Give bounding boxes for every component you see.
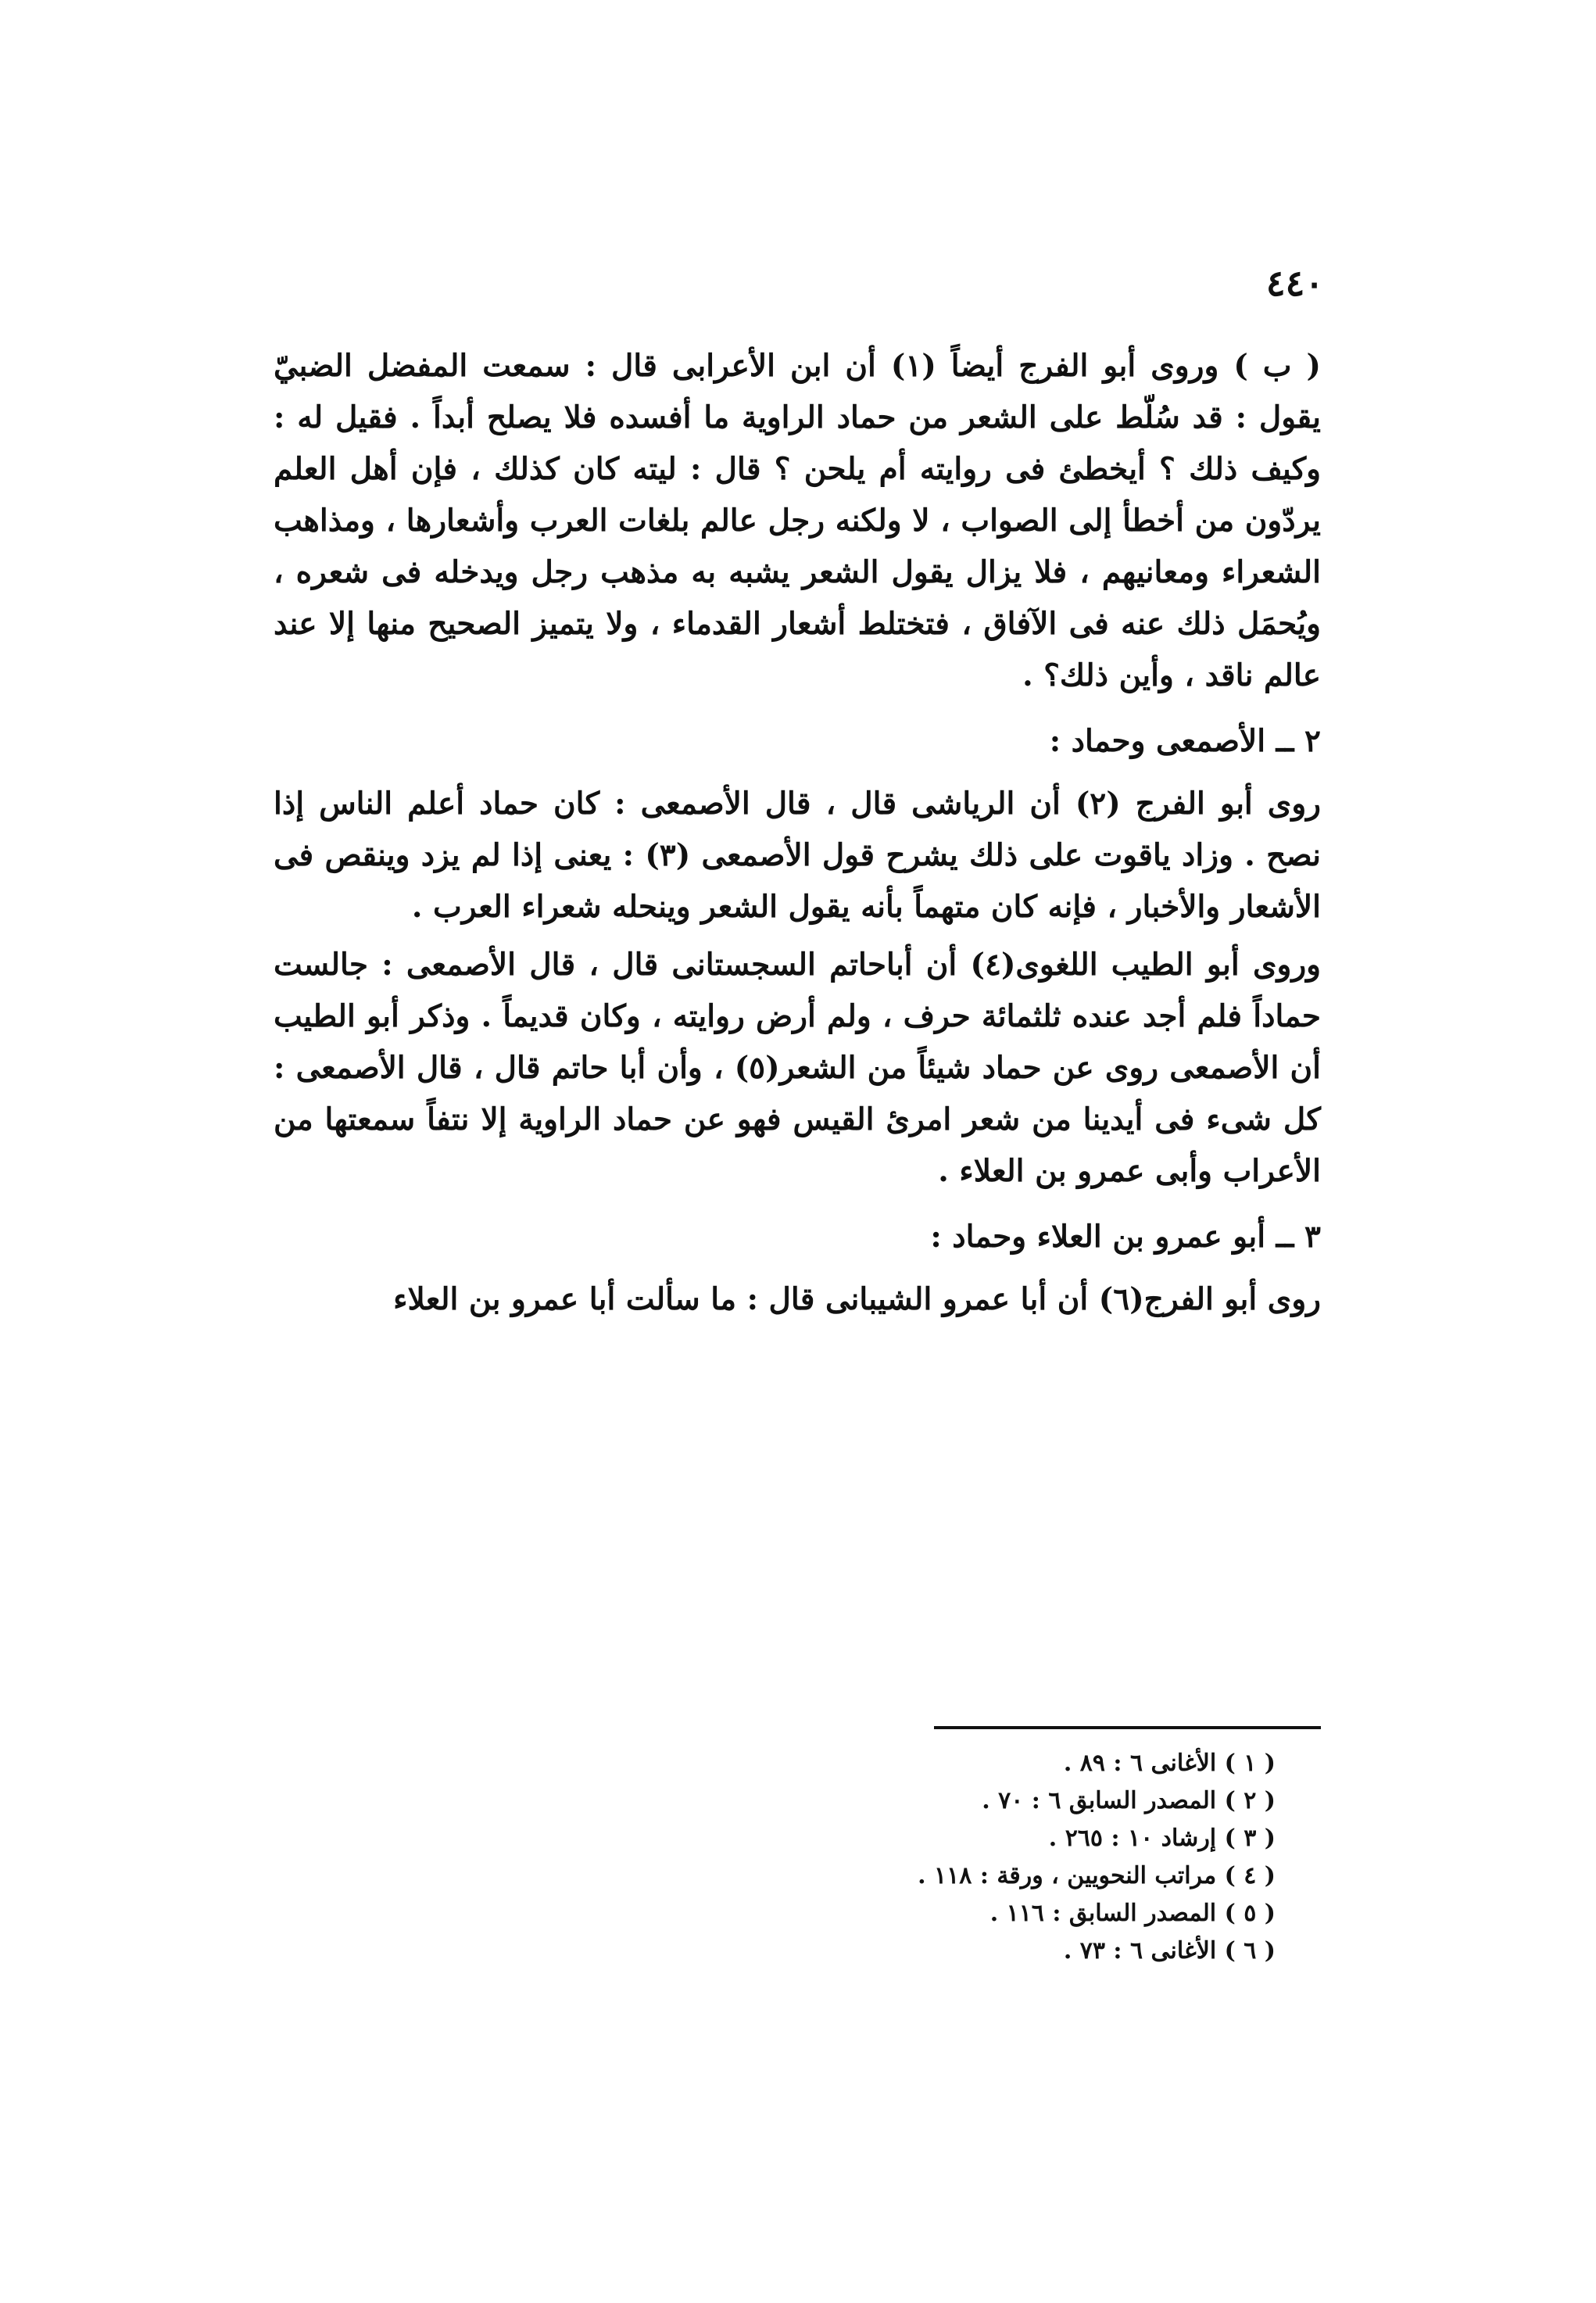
paragraph-shaybani: روى أبو الفرج(٦) أن أبا عمرو الشيبانى قال : ما سألت أبا عمرو بن العلاء <box>393 1281 1321 1317</box>
footnote-item: ( ١ ) الأغانى ٦ : ٨٩ . <box>1063 1750 1276 1777</box>
section-heading-abu-amr: ٣ ــ أبو عمرو بن العلاء وحماد : <box>930 1219 1321 1255</box>
page-number: ٤٤٠ <box>1265 262 1324 304</box>
footnote-item: ( ٦ ) الأغانى ٦ : ٧٣ . <box>1063 1937 1276 1965</box>
main-text <box>274 340 1321 1339</box>
footnote-item: ( ٣ ) إرشاد ١٠ : ٢٦٥ . <box>1048 1825 1276 1852</box>
paragraph-abu-tayyib: وروى أبو الطيب اللغوى(٤) أن أباحاتم السجستانى قال ، قال الأصمعى : جالست حماداً فلم أجد عنده ثلثمائة حرف ، ولم أرض روايته ، وكان قديماً . وذكر أبو الطيب أن الأصمعى روى عن حماد شيئاً من الشعر(٥) ، وأن أبا حاتم قال ، قال الأصمعى : كل شىء فى أيدينا من شعر امرئ القيس فهو عن حماد الراوية إلا نتفاً سمعتها من الأعراب وأبى عمرو بن العلاء . <box>274 947 1321 1189</box>
footnote-item: ( ٥ ) المصدر السابق : ١١٦ . <box>989 1900 1276 1927</box>
paragraph-b-mufaddal: ( ب ) وروى أبو الفرج أيضاً (١) أن ابن الأعرابى قال : سمعت المفضل الضبيّ يقول : قد سُلّط على الشعر من حماد الراوية ما أفسده فلا يصلح أبداً . فقيل له : وكيف ذلك ؟ أيخطئ فى روايته أم يلحن ؟ قال : ليته كان كذلك ، فإن أهل العلم يردّون من أخطأ إلى الصواب ، لا ولكنه رجل عالم بلغات العرب وأشعارها ، ومذاهب الشعراء ومعانيهم ، فلا يزال يقول الشعر يشبه به مذهب رجل ويدخله فى شعره ، ويُحمَل ذلك عنه فى الآفاق ، فتختلط أشعار القدماء ، ولا يتميز الصحيح منها إلا عند عالم ناقد ، وأين ذلك؟ . <box>274 348 1322 693</box>
footnote-item: ( ٢ ) المصدر السابق ٦ : ٧٠ . <box>982 1787 1276 1814</box>
paragraph-riyashi: روى أبو الفرج (٢) أن الرياشى قال ، قال الأصمعى : كان حماد أعلم الناس إذا نصح . وزاد ياقوت على ذلك يشرح قول الأصمعى (٣) : يعنى إذا لم يزد وينقص فى الأشعار والأخبار ، فإنه كان متهماً بأنه يقول الشعر وينحله شعراء العرب . <box>274 786 1321 925</box>
footnote-item: ( ٤ ) مراتب النحويين ، ورقة : ١١٨ . <box>918 1862 1276 1889</box>
footnote-divider <box>934 1726 1321 1729</box>
footnotes-list <box>572 1745 1276 1970</box>
section-heading-asmai: ٢ ــ الأصمعى وحماد : <box>1049 723 1321 759</box>
